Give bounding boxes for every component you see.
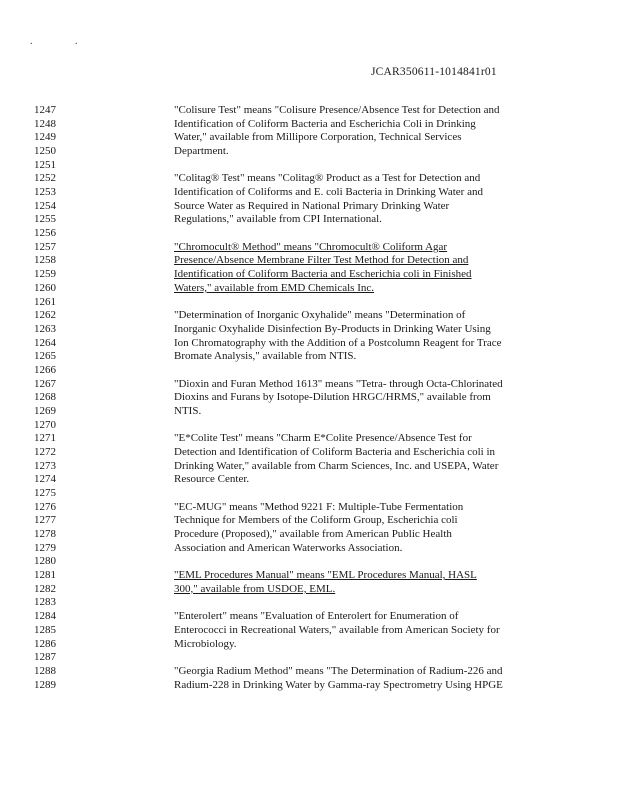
line-number: 1277 (34, 514, 56, 527)
line-number: 1275 (34, 487, 56, 500)
line-number: 1276 (34, 500, 56, 513)
line-number: 1282 (34, 582, 56, 595)
line-number: 1273 (34, 459, 56, 472)
line-number: 1288 (34, 664, 56, 677)
document-line: Enterococci in Recreational Waters," available from American Society for (174, 623, 500, 636)
line-number: 1249 (34, 131, 56, 144)
document-line: Presence/Absence Membrane Filter Test Method for Detection and (174, 254, 469, 267)
line-number: 1284 (34, 610, 56, 623)
document-line: "Colisure Test" means "Colisure Presence/Absence Test for Detection and (174, 104, 500, 116)
document-line: Microbiology. (174, 637, 237, 650)
document-line: Association and American Waterworks Association. (174, 541, 403, 554)
line-number: 1255 (34, 213, 56, 226)
line-number: 1289 (34, 678, 56, 691)
document-line: Waters," available from EMD Chemicals Inc. (174, 281, 375, 294)
line-number: 1271 (34, 432, 56, 445)
line-number: 1279 (34, 541, 56, 554)
document-line: "Colitag® Test" means "Colitag® Product as a Test for Detection and (174, 172, 481, 185)
line-number: 1265 (34, 350, 56, 363)
document-line: 300," available from USDOE, EML. (174, 582, 336, 595)
document-line: "Dioxin and Furan Method 1613" means "Tetra- through Octa-Chlorinated (174, 377, 503, 390)
line-number: 1285 (34, 623, 56, 636)
document-line: Water," available from Millipore Corporation, Technical Services (174, 131, 462, 144)
document-line: Identification of Coliforms and E. coli Bacteria in Drinking Water and (174, 186, 483, 199)
line-number: 1254 (34, 199, 56, 212)
line-number: 1278 (34, 528, 56, 541)
header-mark: . . (30, 36, 98, 47)
document-line: Department. (174, 145, 229, 158)
document-line: Source Water as Required in National Primary Drinking Water (174, 199, 450, 212)
line-number: 1251 (34, 158, 56, 171)
line-number: 1258 (34, 254, 56, 267)
document-line: "Determination of Inorganic Oxyhalide" means "Determination of (174, 309, 466, 322)
line-number: 1260 (34, 281, 56, 294)
document-line: Identification of Coliform Bacteria and Escherichia Coli in Drinking (174, 117, 476, 130)
line-number: 1253 (34, 186, 56, 199)
line-number: 1281 (34, 569, 56, 582)
line-number: 1269 (34, 404, 56, 417)
line-number: 1259 (34, 268, 56, 281)
document-line: "E*Colite Test" means "Charm E*Colite Presence/Absence Test for (174, 432, 472, 445)
line-number: 1283 (34, 596, 56, 609)
document-line: Bromate Analysis," available from NTIS. (174, 350, 357, 363)
document-line: Procedure (Proposed)," available from American Public Health (174, 528, 452, 541)
document-line: NTIS. (174, 404, 202, 417)
document-line: "Enterolert" means "Evaluation of Enterolert for Enumeration of (174, 610, 459, 623)
document-line: Resource Center. (174, 473, 250, 486)
document-line: "Georgia Radium Method" means "The Determination of Radium-226 and (174, 664, 503, 677)
line-number: 1280 (34, 555, 56, 568)
line-number: 1257 (34, 240, 56, 253)
document-line: Inorganic Oxyhalide Disinfection By-Products in Drinking Water Using (174, 322, 491, 335)
line-number: 1266 (34, 363, 56, 376)
line-number: 1286 (34, 637, 56, 650)
document-line: "Chromocult® Method" means "Chromocult® Coliform Agar (174, 240, 448, 253)
document-line: "EC-MUG" means "Method 9221 F: Multiple-Tube Fermentation (174, 500, 464, 513)
line-number: 1267 (34, 377, 56, 390)
document-line: Identification of Coliform Bacteria and Escherichia coli in Finished (174, 268, 472, 281)
document-line: Drinking Water," available from Charm Sciences, Inc. and USEPA, Water (174, 459, 499, 472)
line-number: 1263 (34, 322, 56, 335)
document-line: Radium-228 in Drinking Water by Gamma-ray Spectrometry Using HPGE (174, 678, 503, 691)
line-number: 1264 (34, 336, 56, 349)
line-number: 1262 (34, 309, 56, 322)
document-line: Detection and Identification of Coliform Bacteria and Escherichia coli in (174, 446, 496, 458)
document-line: Dioxins and Furans by Isotope-Dilution HRGC/HRMS," available from (174, 391, 491, 404)
line-number: 1252 (34, 172, 56, 185)
line-number: 1287 (34, 651, 56, 664)
document-id: JCAR350611-1014841r01 (371, 66, 497, 78)
line-number: 1274 (34, 473, 56, 486)
document-line: "EML Procedures Manual" means "EML Procedures Manual, HASL (174, 569, 477, 582)
line-number: 1256 (34, 227, 56, 240)
line-number: 1250 (34, 145, 56, 158)
document-line: Technique for Members of the Coliform Group, Escherichia coli (174, 514, 458, 527)
document-line: Regulations," available from CPI International. (174, 213, 382, 226)
line-number: 1261 (34, 295, 56, 308)
line-number: 1247 (34, 104, 56, 116)
document-line: Ion Chromatography with the Addition of a Postcolumn Reagent for Trace (174, 336, 502, 349)
line-number: 1268 (34, 391, 56, 404)
line-number: 1248 (34, 117, 56, 130)
line-number: 1270 (34, 418, 56, 431)
line-number: 1272 (34, 446, 56, 458)
